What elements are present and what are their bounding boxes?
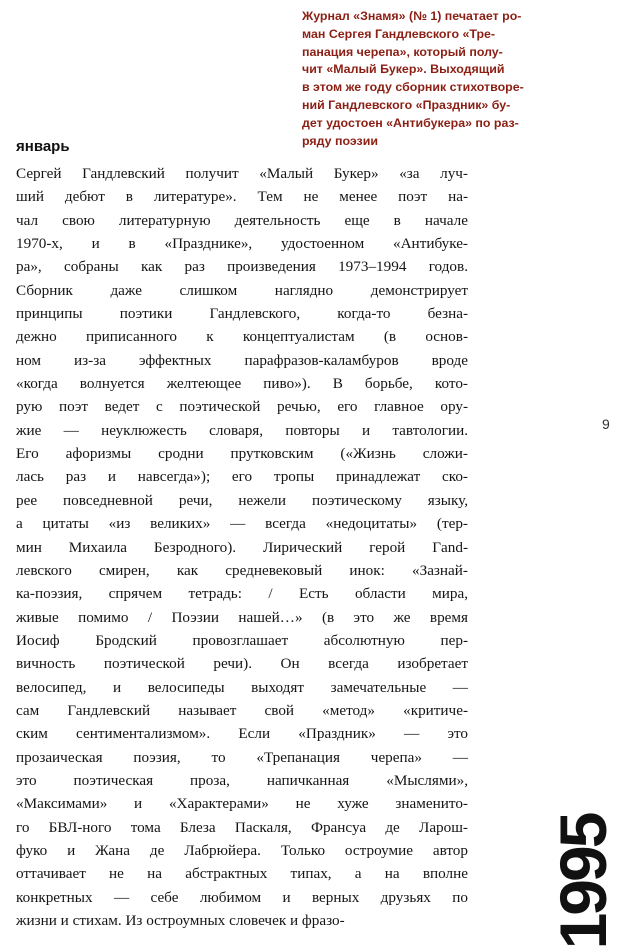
body-line: вичность поэтической речи). Он всегда изобретает bbox=[16, 655, 468, 673]
body-line: 1970-х, и в «Празднике», удостоенном «Антибуке- bbox=[16, 235, 468, 253]
body-line: Иосиф Бродский провозглашает абсолютную пер- bbox=[16, 631, 468, 649]
body-line: жизни и стихам. Из остроумных словечек и фразо- bbox=[16, 912, 345, 929]
month-heading: январь bbox=[16, 138, 70, 155]
body-line: мин Михаила Безродного). Лирический герой Гand- bbox=[16, 538, 468, 556]
sidebar-note-line: ряду поэзии bbox=[302, 133, 378, 148]
body-line: «когда волнуется желтеющее пиво»). В борьбе, кото- bbox=[16, 375, 468, 393]
body-line: а цитаты «из великих» — всегда «недоцитаты» (тер- bbox=[16, 515, 468, 533]
sidebar-note-line: Журнал «Знамя» (№ 1) печатает ро- bbox=[302, 9, 522, 23]
body-line: жие — неуклюжесть словаря, повторы и тавтологии. bbox=[16, 421, 468, 439]
body-line: рее повседневной речи, нежели поэтическому языку, bbox=[16, 491, 468, 509]
body-line: Сергей Гандлевский получит «Малый Букер» «за луч- bbox=[16, 165, 468, 182]
sidebar-note-line: дет удостоен «Антибукера» по раз- bbox=[302, 115, 519, 130]
body-line: «Максимами» и «Характерами» не хуже знаменито- bbox=[16, 795, 468, 813]
body-line: велосипед, и велосипеды выходят замечательные — bbox=[16, 678, 468, 696]
page-number: 9 bbox=[602, 416, 610, 432]
body-line: рую поэт ведет с поэтической речью, его главное ору- bbox=[16, 398, 468, 416]
body-line: ка-поэзия, спрячем тетрадь: / Есть области мира, bbox=[16, 585, 468, 603]
body-line: сам Гандлевский называет свой «метод» «критиче- bbox=[16, 701, 468, 719]
body-line: оттачивает не на абстрактных типах, а на вполне bbox=[16, 865, 468, 883]
body-line: принципы поэтики Гандлевского, когда-то безна- bbox=[16, 305, 468, 323]
body-line: ном из-за эффектных парафразов-каламбуров вроде bbox=[16, 351, 468, 369]
body-line: левского смирен, как средневековый инок: «Зазнай- bbox=[16, 561, 468, 579]
body-line: фуко и Жана де Лабрюйера. Только остроумие автор bbox=[16, 841, 468, 859]
body-line: Сборник даже слишком наглядно демонстрирует bbox=[16, 281, 468, 299]
article-body bbox=[16, 162, 468, 932]
body-line: дежно приписанного к концептуалистам (в основ- bbox=[16, 328, 468, 346]
body-line: ший дебют в литературе». Тем не менее поэт на- bbox=[16, 188, 468, 206]
sidebar-note-line: в этом же году сборник стихотворе- bbox=[302, 80, 524, 95]
body-line: лась раз и навсегда»); его тропы принадлежат ско- bbox=[16, 468, 468, 486]
body-line: Его афоризмы сродни прутковским («Жизнь сложи- bbox=[16, 445, 468, 463]
sidebar-note bbox=[302, 8, 602, 150]
body-line: чал свою литературную деятельность еще в начале bbox=[16, 211, 468, 229]
body-line: го БВЛ-ного тома Блеза Паскаля, Франсуа де Ларош- bbox=[16, 818, 468, 836]
sidebar-note-line: ман Сергея Гандлевского «Тре- bbox=[302, 26, 496, 41]
sidebar-note-line: ний Гандлевского «Праздник» бу- bbox=[302, 97, 511, 112]
body-line: ским сентиментализмом». Если «Праздник» — это bbox=[16, 725, 468, 743]
body-line: это поэтическая проза, напичканная «Мыслями», bbox=[16, 771, 468, 789]
body-line: ра», собраны как раз произведения 1973–1994 годов. bbox=[16, 258, 468, 276]
body-line: конкретных — себе любимом и верных друзьях по bbox=[16, 888, 468, 906]
year-tab bbox=[546, 814, 620, 949]
year-label: 1995 bbox=[546, 814, 620, 949]
sidebar-note-line: чит «Малый Букер». Выходящий bbox=[302, 62, 505, 77]
sidebar-note-line: панация черепа», который полу- bbox=[302, 44, 503, 59]
body-line: живые помимо / Поэзии нашей…» (в это же время bbox=[16, 608, 468, 626]
body-line: прозаическая поэзия, то «Трепанация черепа» — bbox=[16, 748, 468, 766]
